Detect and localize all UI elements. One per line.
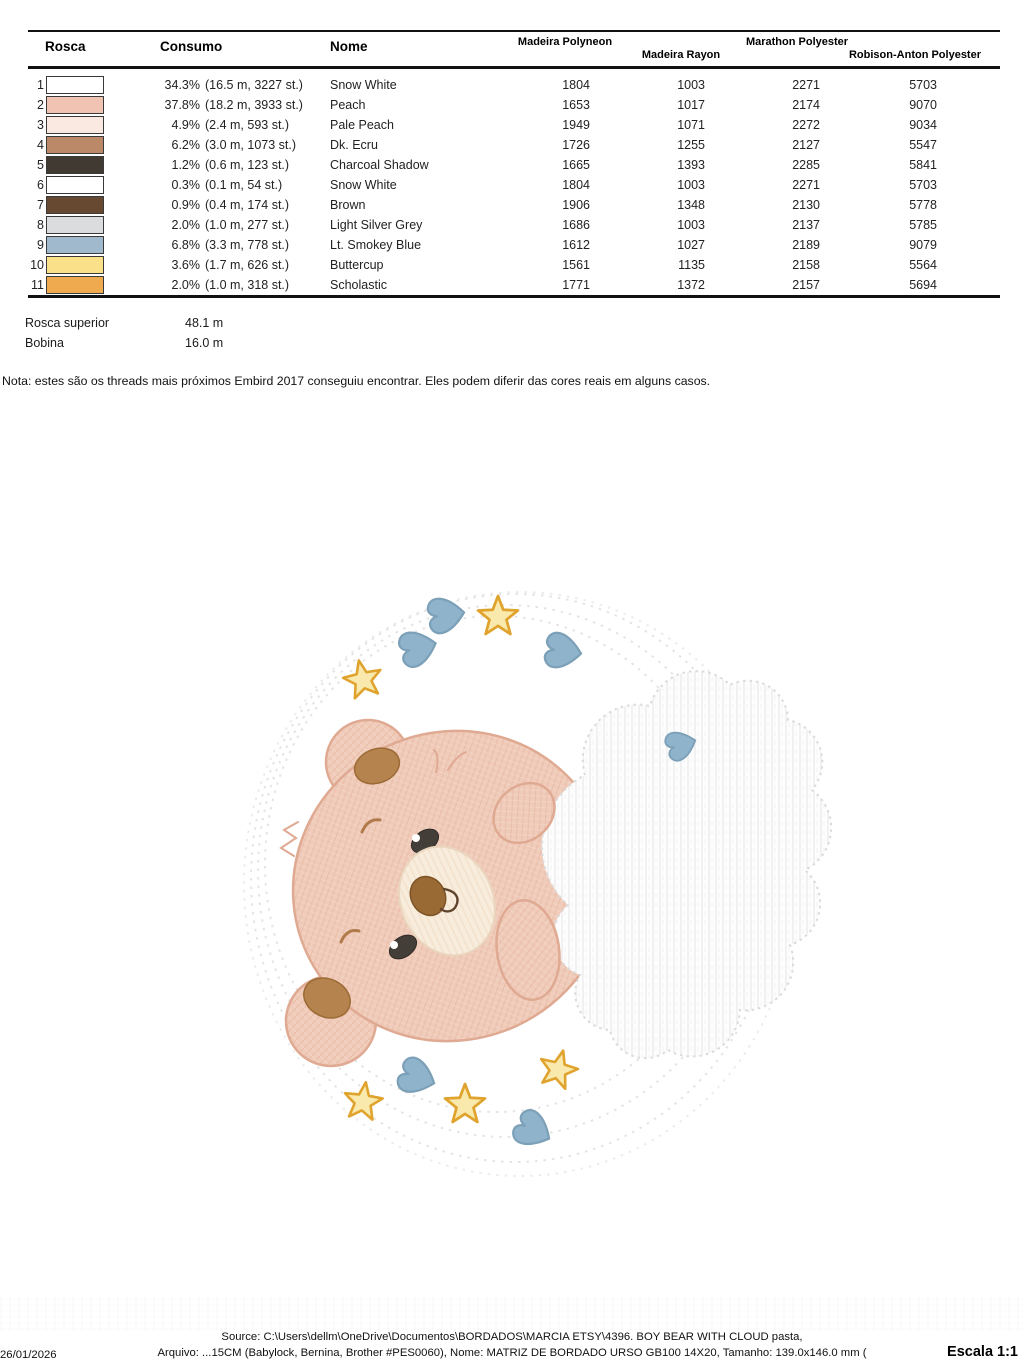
consumption-detail: (0.4 m, 174 st.) xyxy=(205,198,290,212)
footer-scale: Escala 1:1 xyxy=(947,1344,1018,1360)
consumption-detail: (1.0 m, 277 st.) xyxy=(205,218,290,232)
consumption-percent: 1.2% xyxy=(171,158,200,172)
madeira-rayon-code: 1003 xyxy=(677,218,705,232)
consumption-percent: 0.3% xyxy=(171,178,200,192)
watermark-strip xyxy=(0,1296,1024,1330)
robison-anton-code: 9034 xyxy=(909,118,937,132)
consumption-percent: 34.3% xyxy=(164,78,200,92)
thread-name: Light Silver Grey xyxy=(330,218,423,232)
star-icon xyxy=(478,596,518,634)
footer-source: Source: C:\Users\dellm\OneDrive\Documentos\BORDADOS\MARCIA ETSY\4396. BOY BEAR WITH CLOUD pasta, xyxy=(221,1331,803,1343)
thread-number: 8 xyxy=(37,218,44,232)
marathon-code: 2127 xyxy=(792,138,820,152)
marathon-code: 2158 xyxy=(792,258,820,272)
threads-note: Nota: estes são os threads mais próximos Embird 2017 conseguiu encontrar. Eles podem diferir das cores reais em alguns casos. xyxy=(2,374,711,388)
madeira-rayon-code: 1017 xyxy=(677,98,705,112)
thread-name: Pale Peach xyxy=(330,118,394,132)
madeira-polyneon-code: 1804 xyxy=(562,178,590,192)
thread-name: Brown xyxy=(330,198,366,212)
heart-icon xyxy=(397,627,440,670)
heart-icon xyxy=(544,631,584,670)
marathon-code: 2271 xyxy=(792,78,820,92)
consumption-percent: 0.9% xyxy=(171,198,200,212)
consumption-detail: (1.0 m, 318 st.) xyxy=(205,278,290,292)
consumption-detail: (18.2 m, 3933 st.) xyxy=(205,98,303,112)
col-header-marathon-polyester: Marathon Polyester xyxy=(745,36,849,48)
consumption-percent: 4.9% xyxy=(171,118,200,132)
thread-number: 5 xyxy=(37,158,44,172)
col-header-madeira-polyneon: Madeira Polyneon xyxy=(517,36,613,48)
cloud xyxy=(542,671,831,1058)
star-icon xyxy=(445,1084,485,1122)
marathon-code: 2130 xyxy=(792,198,820,212)
madeira-polyneon-code: 1665 xyxy=(562,158,590,172)
madeira-polyneon-code: 1949 xyxy=(562,118,590,132)
thread-name: Dk. Ecru xyxy=(330,138,378,152)
madeira-polyneon-code: 1653 xyxy=(562,98,590,112)
thread-number: 9 xyxy=(37,238,44,252)
madeira-rayon-code: 1255 xyxy=(677,138,705,152)
bear-eye-highlight xyxy=(412,834,420,842)
bobbin-label: Bobina xyxy=(25,336,64,350)
thread-name: Lt. Smokey Blue xyxy=(330,238,422,252)
footer-file-info: Arquivo: ...15CM (Babylock, Bernina, Brother #PES0060), Nome: MATRIZ DE BORDADO URSO GB100 14X20, Tamanho: 139.0x146.0 mm ( xyxy=(157,1347,867,1359)
col-header-robison-anton: Robison-Anton Polyester xyxy=(848,49,982,61)
thread-number: 2 xyxy=(37,98,44,112)
upper-thread-value: 48.1 m xyxy=(185,316,224,330)
star-icon xyxy=(340,656,385,699)
marathon-code: 2137 xyxy=(792,218,820,232)
madeira-polyneon-code: 1561 xyxy=(562,258,590,272)
madeira-polyneon-code: 1726 xyxy=(562,138,590,152)
marathon-code: 2174 xyxy=(792,98,820,112)
madeira-rayon-code: 1027 xyxy=(677,238,705,252)
col-header-rosca: Rosca xyxy=(45,39,86,54)
col-header-consumo: Consumo xyxy=(160,39,223,54)
col-header-nome: Nome xyxy=(330,39,368,54)
thread-number: 6 xyxy=(37,178,44,192)
robison-anton-code: 5778 xyxy=(909,198,937,212)
robison-anton-code: 5703 xyxy=(909,78,937,92)
robison-anton-code: 5547 xyxy=(909,138,937,152)
robison-anton-code: 5703 xyxy=(909,178,937,192)
col-header-madeira-rayon: Madeira Rayon xyxy=(641,49,721,61)
thread-number: 4 xyxy=(37,138,44,152)
marathon-code: 2157 xyxy=(792,278,820,292)
madeira-polyneon-code: 1686 xyxy=(562,218,590,232)
robison-anton-code: 5694 xyxy=(909,278,937,292)
madeira-rayon-code: 1135 xyxy=(678,258,705,272)
consumption-detail: (1.7 m, 626 st.) xyxy=(205,258,290,272)
thread-number: 1 xyxy=(37,78,44,92)
madeira-polyneon-code: 1804 xyxy=(562,78,590,92)
thread-number: 11 xyxy=(31,278,44,292)
consumption-percent: 37.8% xyxy=(164,98,200,112)
consumption-detail: (3.0 m, 1073 st.) xyxy=(205,138,297,152)
thread-name: Peach xyxy=(330,98,366,112)
robison-anton-code: 5841 xyxy=(909,158,937,172)
madeira-rayon-code: 1372 xyxy=(677,278,705,292)
heart-icon xyxy=(427,595,467,634)
madeira-rayon-code: 1348 xyxy=(677,198,705,212)
footer-date: 26/01/2026 xyxy=(0,1349,57,1361)
madeira-rayon-code: 1393 xyxy=(677,158,705,172)
consumption-detail: (16.5 m, 3227 st.) xyxy=(205,78,303,92)
thread-name: Scholastic xyxy=(330,278,387,292)
upper-thread-label: Rosca superior xyxy=(25,316,110,330)
consumption-detail: (2.4 m, 593 st.) xyxy=(205,118,290,132)
consumption-percent: 6.8% xyxy=(171,238,200,252)
thread-name: Buttercup xyxy=(330,258,384,272)
robison-anton-code: 5785 xyxy=(909,218,937,232)
consumption-detail: (3.3 m, 778 st.) xyxy=(205,238,290,252)
consumption-detail: (0.1 m, 54 st.) xyxy=(205,178,283,192)
thread-number: 7 xyxy=(37,198,44,212)
marathon-code: 2189 xyxy=(792,238,820,252)
madeira-rayon-code: 1003 xyxy=(677,178,705,192)
star-icon xyxy=(535,1046,581,1091)
consumption-percent: 2.0% xyxy=(171,278,200,292)
thread-name: Snow White xyxy=(330,78,397,92)
thread-name: Charcoal Shadow xyxy=(330,158,429,172)
bobbin-value: 16.0 m xyxy=(185,336,224,350)
heart-icon xyxy=(395,1055,440,1100)
robison-anton-code: 9070 xyxy=(909,98,937,112)
consumption-detail: (0.6 m, 123 st.) xyxy=(205,158,290,172)
consumption-percent: 3.6% xyxy=(171,258,200,272)
robison-anton-code: 9079 xyxy=(909,238,937,252)
consumption-percent: 6.2% xyxy=(171,138,200,152)
madeira-rayon-code: 1003 xyxy=(677,78,705,92)
bear-eye-highlight xyxy=(390,941,398,949)
star-icon xyxy=(342,1080,385,1121)
robison-anton-code: 5564 xyxy=(909,258,937,272)
thread-number: 10 xyxy=(30,258,44,272)
madeira-polyneon-code: 1906 xyxy=(562,198,590,212)
madeira-polyneon-code: 1771 xyxy=(562,278,590,292)
marathon-code: 2285 xyxy=(792,158,820,172)
madeira-rayon-code: 1071 xyxy=(677,118,705,132)
consumption-percent: 2.0% xyxy=(171,218,200,232)
marathon-code: 2272 xyxy=(792,118,820,132)
heart-icon xyxy=(510,1107,557,1154)
bear-fur-tuft-left xyxy=(281,822,298,856)
madeira-polyneon-code: 1612 xyxy=(562,238,590,252)
thread-number: 3 xyxy=(37,118,44,132)
thread-name: Snow White xyxy=(330,178,397,192)
marathon-code: 2271 xyxy=(792,178,820,192)
